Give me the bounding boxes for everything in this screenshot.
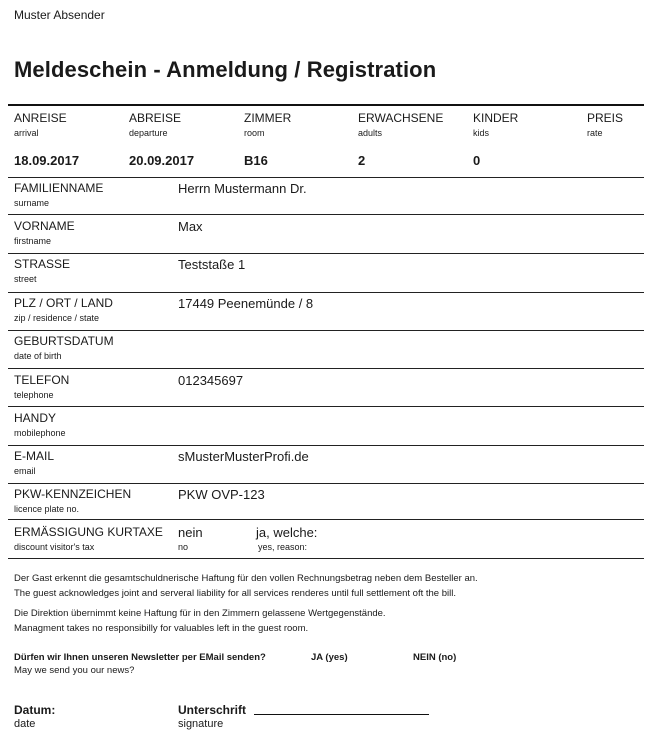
kids-sub: kids (473, 128, 490, 138)
signature-label: Unterschrift (178, 703, 247, 717)
stay-col-departure (129, 111, 181, 138)
liability-notice-de: Der Gast erkennt die gesamtschuldnerische Haftung für den vollen Rechnungsbetrag neben dem Besteller an. (14, 573, 478, 584)
license-plate-value[interactable]: PKW OVP-123 (178, 487, 265, 502)
divider (8, 214, 644, 215)
discount-no-option[interactable]: nein (178, 525, 203, 540)
divider (8, 483, 644, 484)
license-plate-sub: licence plate no. (14, 504, 80, 514)
divider (8, 177, 644, 178)
zip-city-sub: zip / residence / state (14, 313, 100, 323)
birthdate-label: GEBURTSDATUM (14, 334, 114, 348)
rate-label: PREIS (587, 111, 624, 125)
sender-name: Muster Absender (14, 8, 105, 22)
arrival-sub: arrival (14, 128, 39, 138)
telephone-value[interactable]: 012345697 (178, 373, 244, 388)
email-sub: email (14, 466, 36, 476)
street-sub: street (14, 274, 37, 284)
birthdate-sub: date of birth (14, 351, 62, 361)
firstname-label: VORNAME (14, 219, 75, 233)
valuables-notice-en: Managment takes no responsibilly for valuables left in the guest room. (14, 623, 309, 634)
divider (8, 445, 644, 446)
adults-label: ERWACHSENE (358, 111, 444, 125)
surname-label: FAMILIENNAME (14, 181, 104, 195)
newsletter-question: Dürfen wir Ihnen unseren Newsletter per EMail senden? (14, 652, 266, 663)
discount-label: ERMÄSSIGUNG KURTAXE (14, 525, 163, 539)
divider (8, 330, 644, 331)
rate-sub: rate (587, 128, 603, 138)
divider (8, 368, 644, 369)
divider (8, 253, 644, 254)
divider (8, 104, 644, 106)
firstname-value[interactable]: Max (178, 219, 203, 234)
zip-city-label: PLZ / ORT / LAND (14, 296, 113, 310)
valuables-notice-de: Die Direktion übernimmt keine Haftung für in den Zimmern gelassene Wertgegenstände. (14, 608, 386, 619)
kids-label: KINDER (473, 111, 519, 125)
kids-value[interactable]: 0 (473, 153, 481, 168)
page-title: Meldeschein - Anmeldung / Registration (14, 57, 437, 82)
adults-value[interactable]: 2 (358, 153, 366, 168)
street-value[interactable]: Teststaße 1 (178, 257, 246, 272)
room-value[interactable]: B16 (244, 153, 268, 168)
discount-sub: discount visitor's tax (14, 542, 95, 552)
divider (8, 558, 644, 559)
arrival-label: ANREISE (14, 111, 67, 125)
zip-city-value[interactable]: 17449 Peenemünde / 8 (178, 296, 314, 311)
liability-notice-en: The guest acknowledges joint and serveral liability for all services renderes until full settlement oft the bill. (14, 588, 456, 599)
departure-sub: departure (129, 128, 168, 138)
email-label: E-MAIL (14, 449, 55, 463)
discount-yes-sub: yes, reason: (258, 542, 308, 552)
newsletter-question-en: May we send you our news? (14, 665, 135, 676)
signature-field[interactable] (254, 714, 429, 715)
discount-no-sub: no (178, 542, 189, 552)
stay-col-adults (358, 111, 443, 138)
signature-sub: signature (178, 718, 224, 730)
adults-sub: adults (358, 128, 383, 138)
telephone-label: TELEFON (14, 373, 70, 387)
telephone-sub: telephone (14, 390, 54, 400)
stay-col-arrival (14, 111, 67, 138)
arrival-value[interactable]: 18.09.2017 (14, 153, 80, 168)
room-label: ZIMMER (244, 111, 292, 125)
divider (8, 406, 644, 407)
surname-sub: surname (14, 198, 50, 208)
license-plate-label: PKW-KENNZEICHEN (14, 487, 132, 501)
stay-col-room (244, 111, 291, 138)
email-value[interactable]: sMusterMusterProfi.de (178, 449, 309, 464)
date-label: Datum: (14, 703, 56, 717)
mobile-label: HANDY (14, 411, 57, 425)
firstname-sub: firstname (14, 236, 52, 246)
street-label: STRASSE (14, 257, 71, 271)
discount-yes-option[interactable]: ja, welche: (256, 525, 318, 540)
divider (8, 519, 644, 520)
room-sub: room (244, 128, 265, 138)
departure-label: ABREISE (129, 111, 182, 125)
newsletter-yes-option[interactable]: JA (yes) (311, 652, 348, 663)
stay-col-kids (473, 111, 518, 138)
surname-value[interactable]: Herrn Mustermann Dr. (178, 181, 307, 196)
stay-col-rate (587, 111, 623, 138)
divider (8, 292, 644, 293)
date-sub: date (14, 718, 36, 730)
newsletter-no-option[interactable]: NEIN (no) (413, 652, 457, 663)
departure-value[interactable]: 20.09.2017 (129, 153, 195, 168)
mobile-sub: mobilephone (14, 428, 66, 438)
